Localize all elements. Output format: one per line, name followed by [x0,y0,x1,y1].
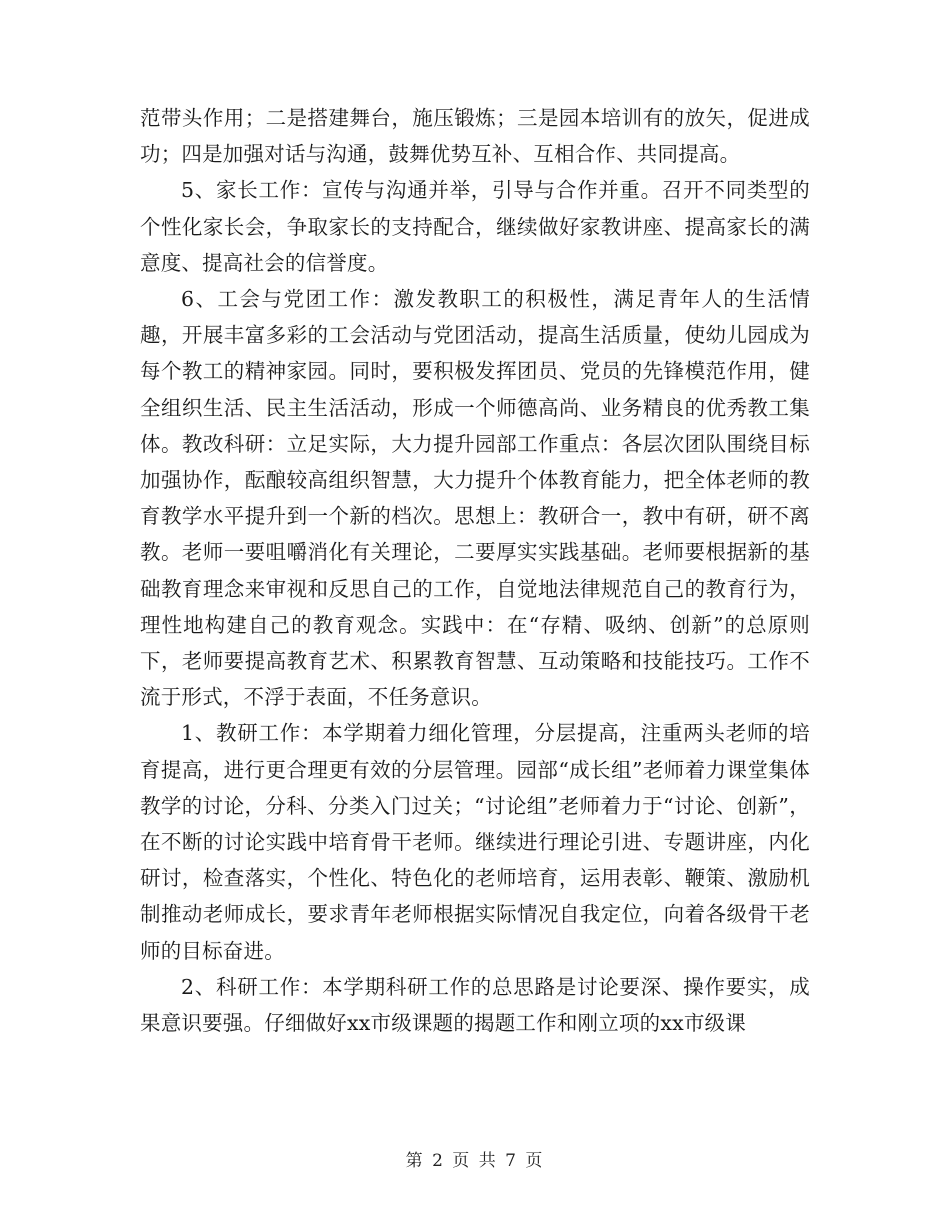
paragraph-continuation: 范带头作用；二是搭建舞台，施压锻炼；三是园本培训有的放矢，促进成功；四是加强对话与沟通，鼓舞优势互补、互相合作、共同提高。 [140,106,810,167]
document-page [140,100,810,1041]
paragraph-parent-work: 5、家长工作：宣传与沟通并举，引导与合作并重。召开不同类型的个性化家长会，争取家长的支持配合，继续做好家教讲座、提高家长的满意度、提高社会的信誉度。 [140,178,810,275]
paragraph-teaching-research: 1、教研工作：本学期着力细化管理，分层提高，注重两头老师的培育提高，进行更合理更有效的分层管理。园部“成长组”老师着力课堂集体教学的讨论，分科、分类入门过关；“讨论组”老师着力于“讨论、创新”，在不断的讨论实践中培育骨干老师。继续进行理论引进、专题讲座，内化研讨，检查落实，个性化、特色化的老师培育，运用表彰、鞭策、激励机制推动老师成长，要求青年老师根据实际情况自我定位，向着各级骨干老师的目标奋进。 [140,721,810,963]
paragraph-union-party-work: 6、工会与党团工作：激发教职工的积极性，满足青年人的生活情趣，开展丰富多彩的工会活动与党团活动，提高生活质量，使幼儿园成为每个教工的精神家园。同时，要积极发挥团员、党员的先锋模范作用，健全组织生活、民主生活活动，形成一个师德高尚、业务精良的优秀教工集体。教改科研：立足实际，大力提升园部工作重点：各层次团队围绕目标加强协作，酝酿较高组织智慧，大力提升个体教育能力，把全体老师的教育教学水平提升到一个新的档次。思想上：教研合一，教中有研，研不离教。老师一要咀嚼消化有关理论，二要厚实实践基础。老师要根据新的基础教育理念来审视和反思自己的工作，自觉地法律规范自己的教育行为，理性地构建自己的教育观念。实践中：在“存精、吸纳、创新”的总原则下，老师要提高教育艺术、积累教育智慧、互动策略和技能技巧。工作不流于形式，不浮于表面，不任务意识。 [140,287,810,710]
page-footer: 第 2 页 共 7 页 [405,1151,545,1171]
paragraph-scientific-research: 2、科研工作：本学期科研工作的总思路是讨论要深、操作要实，成果意识要强。仔细做好xx市级课题的揭题工作和刚立项的xx市级课 [140,974,810,1036]
